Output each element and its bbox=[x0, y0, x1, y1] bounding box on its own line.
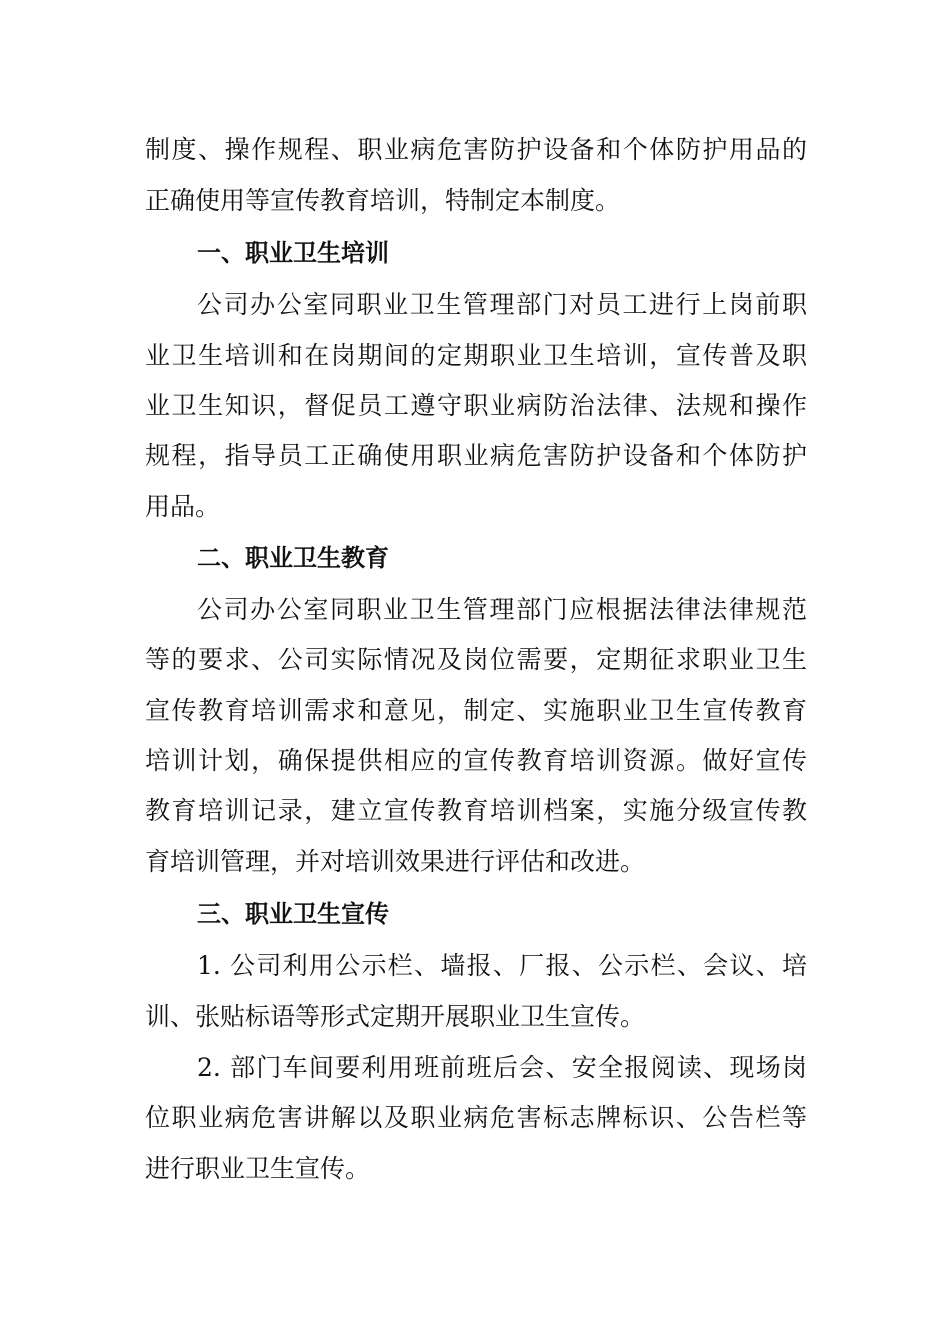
section2-line-3: 宣传教育培训需求和意见，制定、实施职业卫生宣传教育 bbox=[145, 696, 807, 725]
section1-line-3: 业卫生知识，督促员工遵守职业病防治法律、法规和操作 bbox=[145, 391, 807, 420]
section1-line-2: 业卫生培训和在岗期间的定期职业卫生培训，宣传普及职 bbox=[145, 341, 807, 370]
section2-line-5: 教育培训记录，建立宣传教育培训档案，实施分级宣传教 bbox=[145, 796, 807, 825]
section3-item2-line-3: 进行职业卫生宣传。 bbox=[145, 1154, 371, 1183]
section3-item1-line-2: 训、张贴标语等形式定期开展职业卫生宣传。 bbox=[145, 1002, 646, 1031]
section1-line-1: 公司办公室同职业卫生管理部门对员工进行上岗前职 bbox=[197, 290, 807, 319]
section1-line-4: 规程，指导员工正确使用职业病危害防护设备和个体防护 bbox=[145, 441, 807, 470]
section-heading-publicity: 三、职业卫生宣传 bbox=[197, 900, 389, 928]
section2-line-2: 等的要求、公司实际情况及岗位需要，定期征求职业卫生 bbox=[145, 645, 807, 674]
section2-line-1: 公司办公室同职业卫生管理部门应根据法律法律规范 bbox=[197, 595, 807, 624]
section2-line-4: 培训计划，确保提供相应的宣传教育培训资源。做好宣传 bbox=[145, 746, 807, 775]
section3-item1-line-1: 1. 公司利用公示栏、墙报、厂报、公示栏、会议、培 bbox=[197, 951, 807, 980]
intro-line-1: 制度、操作规程、职业病危害防护设备和个体防护用品的 bbox=[145, 135, 807, 164]
section2-line-6: 育培训管理，并对培训效果进行评估和改进。 bbox=[145, 847, 646, 876]
intro-line-2: 正确使用等宣传教育培训，特制定本制度。 bbox=[145, 186, 621, 215]
section1-line-5: 用品。 bbox=[145, 492, 221, 521]
section-heading-training: 一、职业卫生培训 bbox=[197, 239, 389, 267]
section-heading-education: 二、职业卫生教育 bbox=[197, 544, 389, 572]
section3-item2-line-2: 位职业病危害讲解以及职业病危害标志牌标识、公告栏等 bbox=[145, 1103, 807, 1132]
section3-item2-line-1: 2. 部门车间要利用班前班后会、安全报阅读、现场岗 bbox=[197, 1053, 807, 1082]
